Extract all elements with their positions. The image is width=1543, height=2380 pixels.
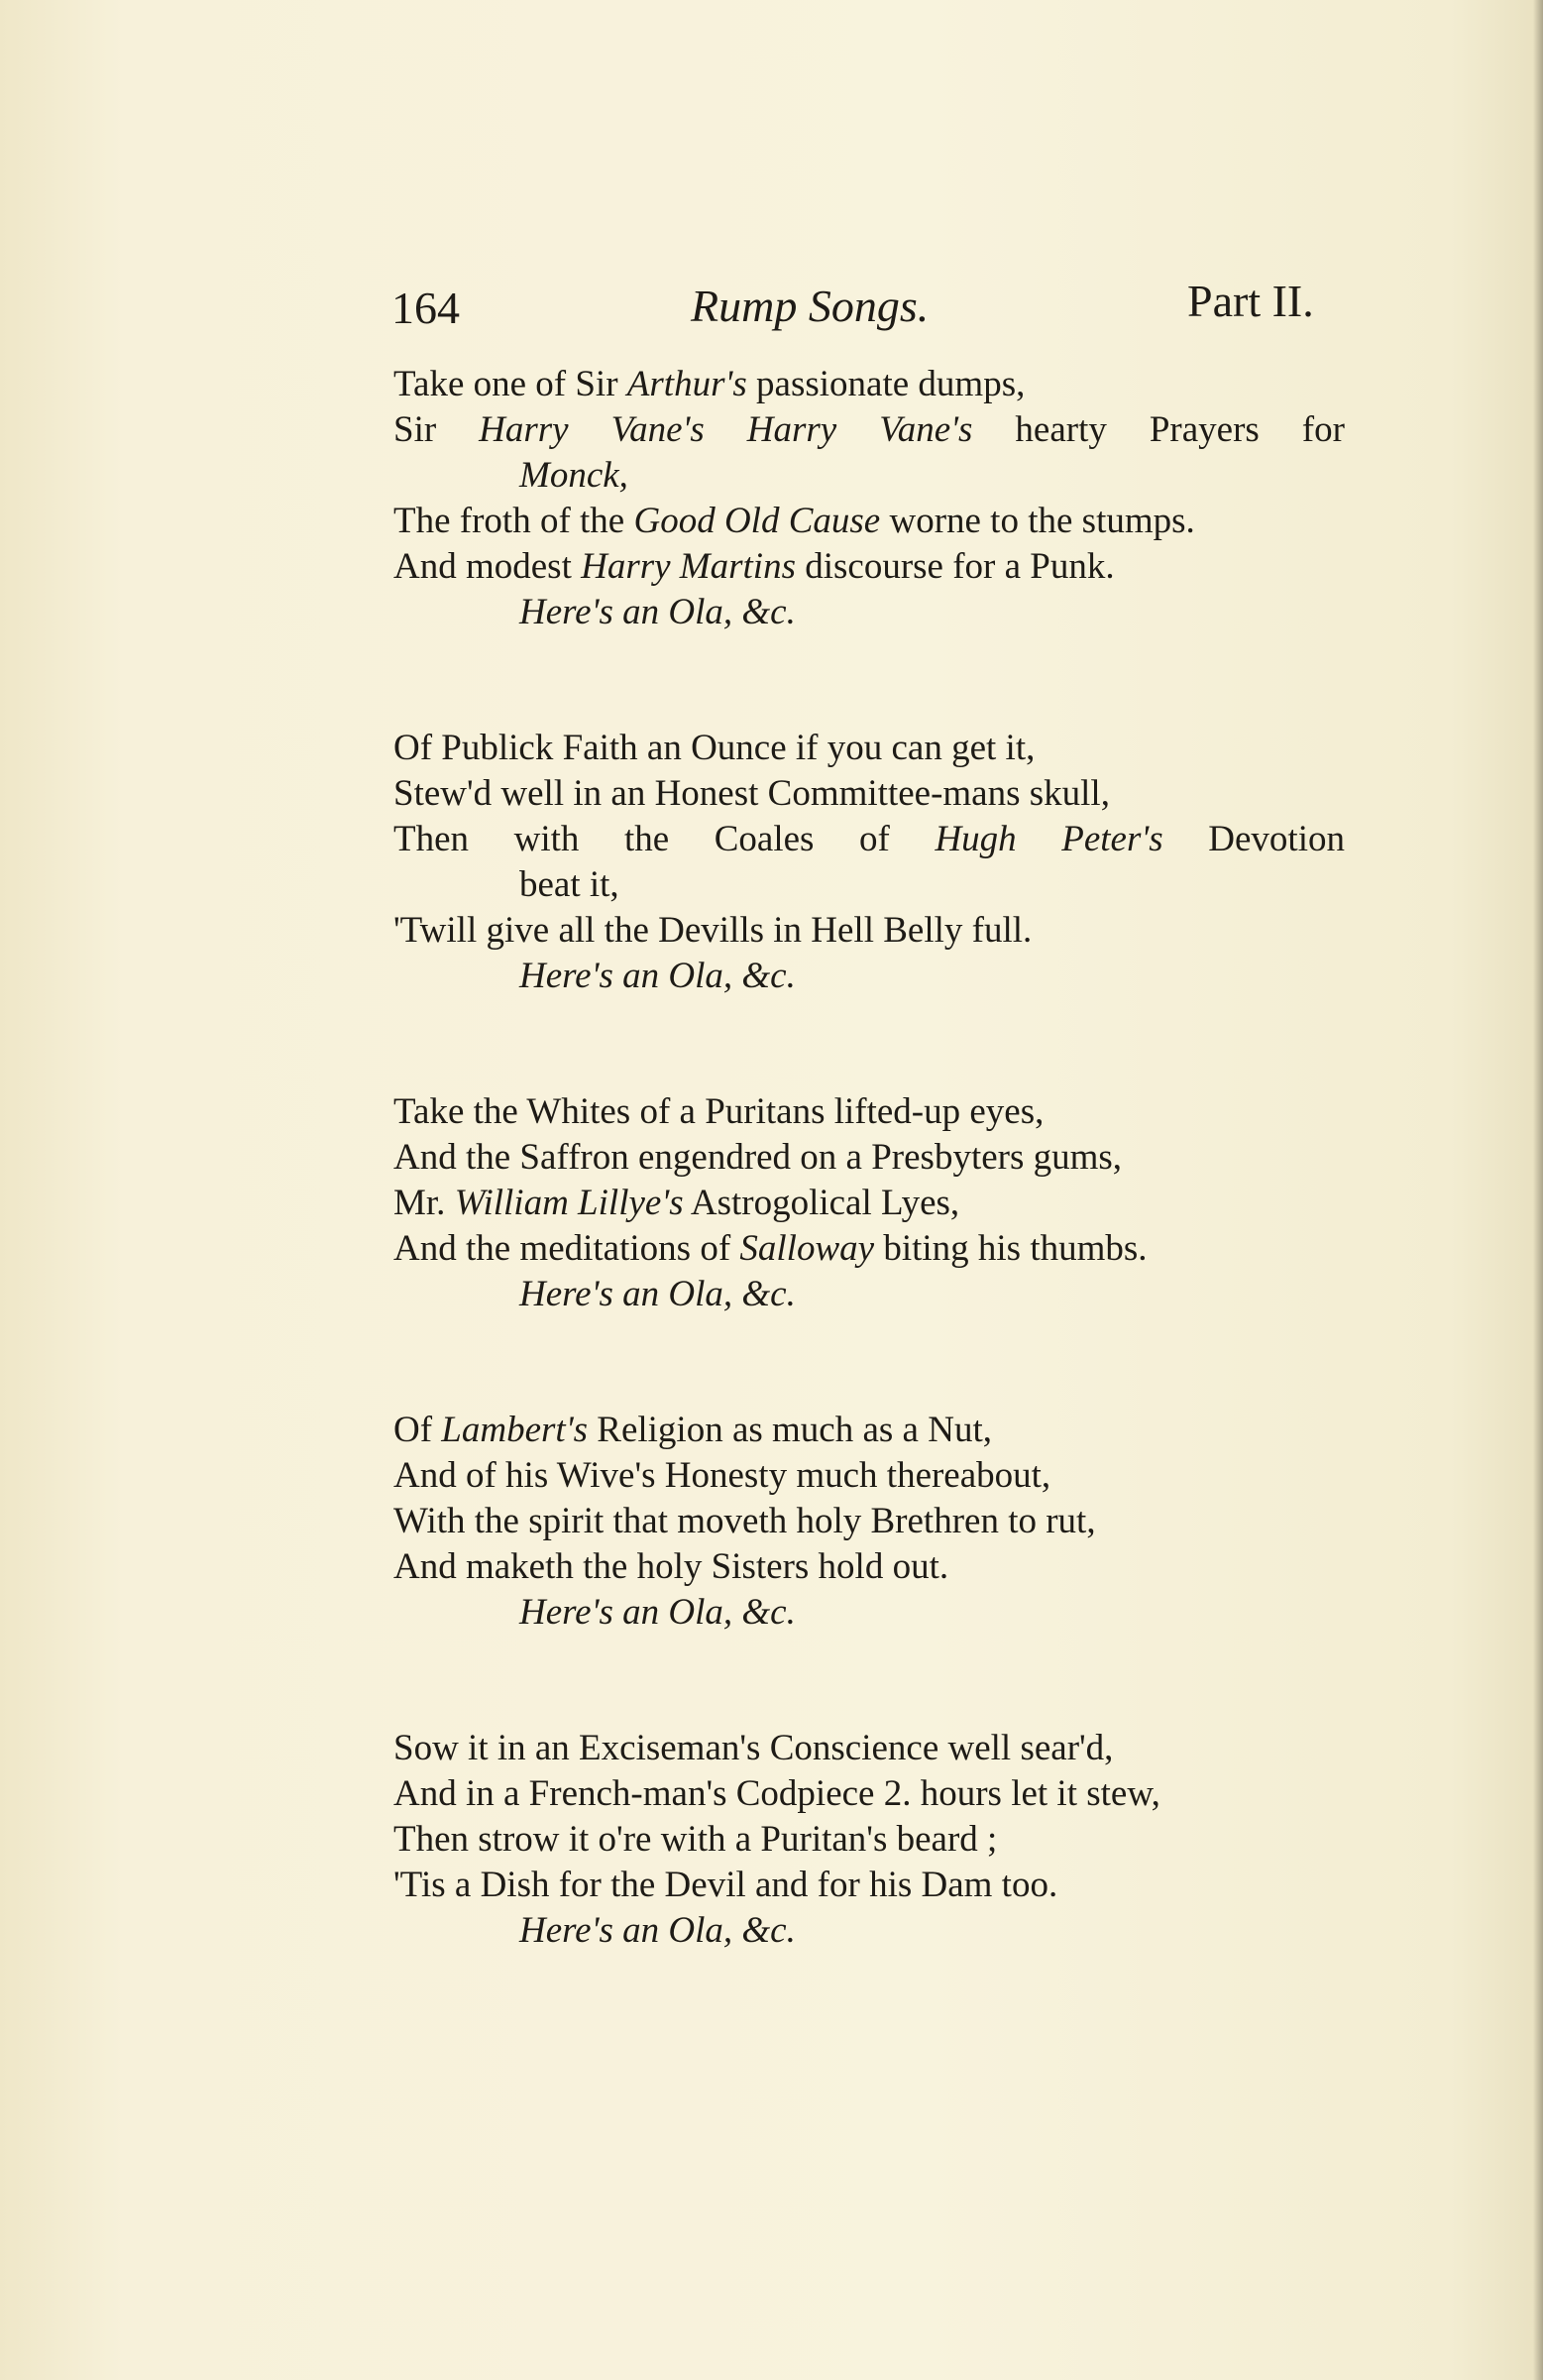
poem-body xyxy=(393,362,1345,2044)
verse-line: Then with the Coales of Hugh Peter's Devotion xyxy=(393,819,1345,859)
refrain: Here's an Ola, &c. xyxy=(519,592,796,632)
verse-line: Take the Whites of a Puritans lifted-up eyes, xyxy=(393,1091,1045,1132)
verse-line-continuation: beat it, xyxy=(519,864,619,905)
verse-line: Of Publick Faith an Ounce if you can get it, xyxy=(393,728,1036,768)
verse-line: Sir Harry Vane's Harry Vane's hearty Prayers for xyxy=(393,409,1345,450)
verse-line: The froth of the Good Old Cause worne to the stumps. xyxy=(393,501,1195,541)
page-number: 164 xyxy=(391,283,460,333)
verse-line: And maketh the holy Sisters hold out. xyxy=(393,1546,949,1587)
stanza-4 xyxy=(393,1408,1345,1636)
verse-line: Of Lambert's Religion as much as a Nut, xyxy=(393,1410,992,1450)
stanza-2 xyxy=(393,726,1345,999)
verse-line: And the meditations of Salloway biting his thumbs. xyxy=(393,1228,1148,1269)
verse-line: Stew'd well in an Honest Committee-mans skull, xyxy=(393,773,1110,814)
verse-line: Mr. William Lillye's Astrogolical Lyes, xyxy=(393,1183,960,1223)
stanza-1 xyxy=(393,362,1345,635)
verse-line-continuation: Monck, xyxy=(519,455,628,496)
running-header xyxy=(391,270,1343,339)
verse-line: And in a French-man's Codpiece 2. hours let it stew, xyxy=(393,1773,1160,1814)
refrain: Here's an Ola, &c. xyxy=(519,956,796,996)
stanza-3 xyxy=(393,1089,1345,1317)
refrain: Here's an Ola, &c. xyxy=(519,1274,796,1314)
page-edge-shadow xyxy=(1533,0,1543,2380)
verse-line: 'Tis a Dish for the Devil and for his Dam too. xyxy=(393,1865,1058,1905)
verse-line: With the spirit that moveth holy Brethren to rut, xyxy=(393,1501,1096,1541)
verse-line: Take one of Sir Arthur's passionate dumps, xyxy=(393,364,1026,404)
verse-line: Sow it in an Exciseman's Conscience well sear'd, xyxy=(393,1728,1114,1768)
verse-line: Then strow it o're with a Puritan's beard ; xyxy=(393,1819,998,1860)
refrain: Here's an Ola, &c. xyxy=(519,1592,796,1633)
stanza-5 xyxy=(393,1726,1345,1954)
verse-line: And modest Harry Martins discourse for a Punk. xyxy=(393,546,1115,587)
verse-line: And the Saffron engendred on a Presbyters gums, xyxy=(393,1137,1123,1178)
part-label: Part II. xyxy=(1187,276,1314,326)
refrain: Here's an Ola, &c. xyxy=(519,1910,796,1951)
running-title: Rump Songs. xyxy=(691,281,930,331)
verse-line: 'Twill give all the Devills in Hell Belly full. xyxy=(393,910,1033,951)
verse-line: And of his Wive's Honesty much thereabout, xyxy=(393,1455,1051,1496)
